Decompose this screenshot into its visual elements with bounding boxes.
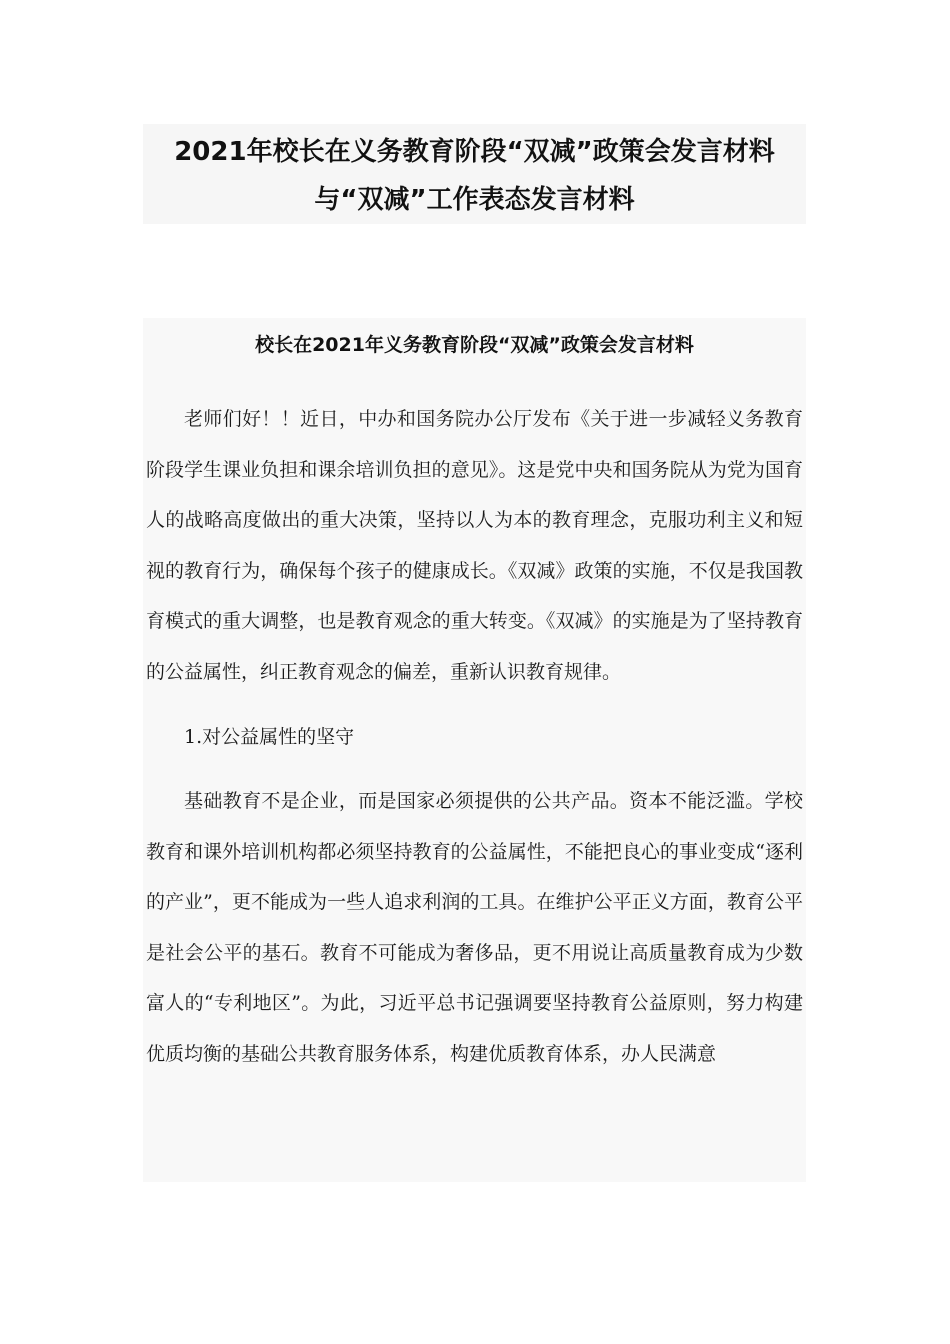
section-title: 校长在2021年义务教育阶段“双减”政策会发言材料 xyxy=(255,334,694,356)
title-block xyxy=(143,124,806,224)
intro-paragraph: 老师们好！！近日，中办和国务院办公厅发布《关于进一步减轻义务教育阶段学生课业负担和课余培训负担的意见》。这是党中央和国务院从为党为国育人的战略高度做出的重大决策，坚持以人为本的教育理念，克服功利主义和短视的教育行为，确保每个孩子的健康成长。《双减》政策的实施，不仅是我国教育模式的重大调整，也是教育观念的重大转变。《双减》的实施是为了坚持教育的公益属性，纠正教育观念的偏差，重新认识教育规律。 xyxy=(146,408,803,683)
body-paragraph: 基础教育不是企业，而是国家必须提供的公共产品。资本不能泛滥。学校教育和课外培训机构都必须坚持教育的公益属性，不能把良心的事业变成“逐利的产业”，更不能成为一些人追求利润的工具。在维护公平正义方面，教育公平是社会公平的基石。教育不可能成为奢侈品，更不用说让高质量教育成为少数富人的“专利地区”。为此，习近平总书记强调要坚持教育公益原则，努力构建优质均衡的基础公共教育服务体系，构建优质教育体系，办人民满意 xyxy=(146,790,803,1065)
subheading: 1.对公益属性的坚守 xyxy=(184,726,355,748)
document-title: 2021年校长在义务教育阶段“双减”政策会发言材料与“双减”工作表态发言材料 xyxy=(174,137,775,215)
document-body xyxy=(143,318,806,1182)
